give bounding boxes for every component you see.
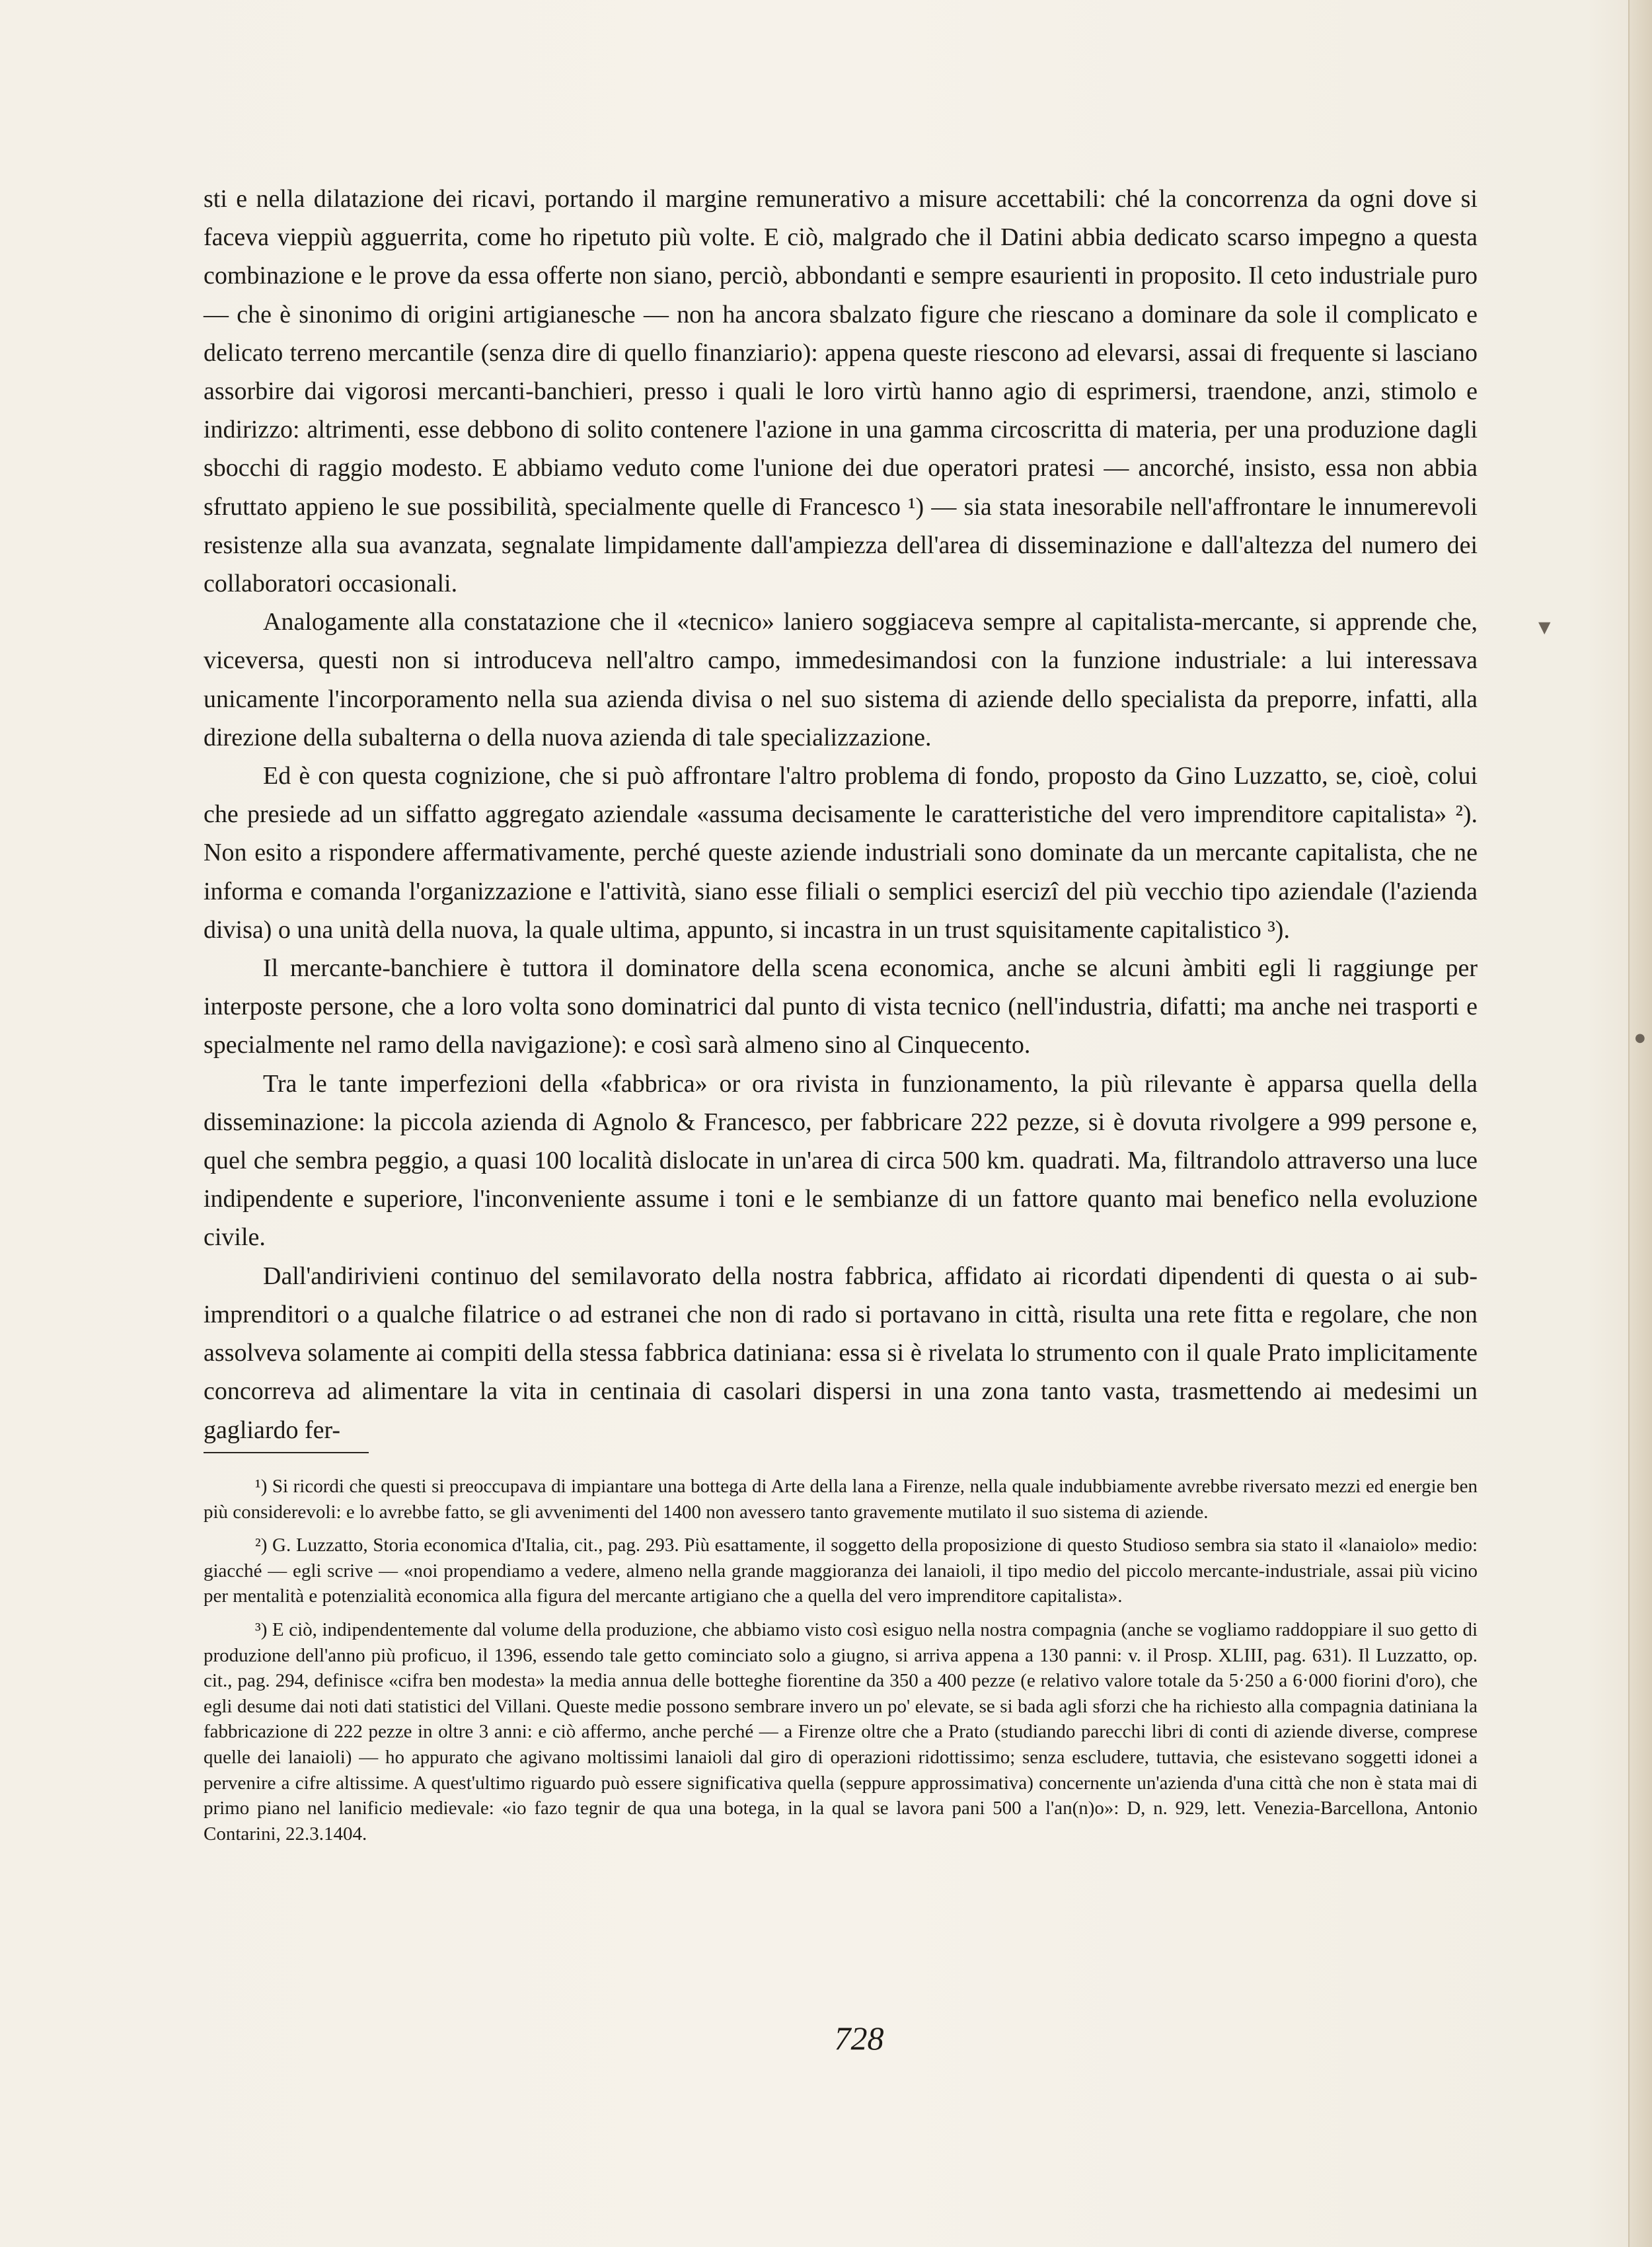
paragraph: Ed è con questa cognizione, che si può affrontare l'altro problema di fondo, proposto da Gino Luzzatto, se, cioè, colui che presiede ad un siffatto aggregato aziendale «assuma decisamente le caratteristiche del vero imprenditore capitalista» ²). Non esito a rispondere affermativamente, perché queste aziende industriali sono dominate da un mercante capitalista, che ne informa e comanda l'organizzazione e l'attività, siano esse filiali o semplici esercizî del più vecchio tipo aziendale (l'azienda divisa) o una unità della nuova, la quale ultima, appunto, si incastra in un trust squisitamente capitalistico ³). bbox=[204, 762, 1478, 944]
page-edge bbox=[1628, 0, 1652, 2247]
body-text bbox=[204, 180, 1478, 1449]
page-number: 728 bbox=[834, 2020, 884, 2057]
footnote: ³) E ciò, indipendentemente dal volume della produzione, che abbiamo visto così esiguo nella nostra compagnia (anche se vogliamo raddoppiare il suo getto di produzione dell'anno più proficuo, il 1396, essendo tale getto cominciato solo a giugno, si arriva appena a 130 panni: v. il Prosp. XLIII, pag. 631). Il Luzzatto, op. cit., pag. 294, definisce «cifra ben modesta» la media annua delle botteghe fiorentine da 350 a 400 pezze (e relativo valore totale da 5·250 a 6·000 fiorini d'oro), che egli desume dai noti dati statistici del Villani. Queste medie possono sembrare invero un po' elevate, se si bada agli sforzi che ha richiesto alla compagnia datiniana la fabbricazione di 222 pezze in oltre 3 anni: e ciò affermo, anche perché — a Firenze oltre che a Prato (studiando parecchi libri di conti di aziende diverse, comprese quelle dei lanaioli) — ho appurato che agivano moltissimi lanaioli dal giro di operazioni ridottissimo; senza escludere, tuttavia, che esistevano soggetti idonei a pervenire a cifre altissime. A quest'ultimo riguardo può essere significativa quella (seppure approssimativa) concernente un'azienda d'una città che non è stata mai di primo piano nel lanificio medievale: «io fazo tegnir de qua una botega, in la qual se lavora pani 500 a l'an(n)o»: D, n. 929, lett. Venezia-Barcellona, Antonio Contarini, 22.3.1404. bbox=[204, 1619, 1478, 1845]
margin-mark-icon: ● bbox=[1635, 1031, 1645, 1045]
footnotes bbox=[204, 1474, 1478, 1854]
footnote: ¹) Si ricordi che questi si preoccupava di impiantare una bottega di Arte della lana a Firenze, nella quale indubbiamente avrebbe riversato mezzi ed energie ben più considerevoli: e lo avrebbe fatto, se gli avvenimenti del 1400 non avessero tanto gravemente mutilato il suo sistema di aziende. bbox=[204, 1476, 1478, 1523]
footnote: ²) G. Luzzatto, Storia economica d'Italia, cit., pag. 293. Più esattamente, il soggetto della proposizione di questo Studioso sembra sia stato il «lanaiolo» medio: giacché — egli scrive — «noi propendiamo a vedere, almeno nella grande maggioranza dei lanaioli, il tipo medio del piccolo mercante-industriale, assai più vicino per mentalità e potenzialità economica alla figura del mercante artigiano che a quella del vero imprenditore capitalista». bbox=[204, 1535, 1478, 1607]
paragraph: Tra le tante imperfezioni della «fabbrica» or ora rivista in funzionamento, la più rilevante è apparsa quella della disseminazione: la piccola azienda di Agnolo & Francesco, per fabbricare 222 pezze, si è dovuta rivolgere a 999 persone e, quel che sembra peggio, a quasi 100 località dislocate in un'area di circa 500 km. quadrati. Ma, filtrandolo attraverso una luce indipendente e superiore, l'inconveniente assume i toni e le sembianze di un fattore quanto mai benefico nella evoluzione civile. bbox=[204, 1069, 1478, 1252]
paragraph: Dall'andirivieni continuo del semilavorato della nostra fabbrica, affidato ai ricordati dipendenti di questa o ai sub-imprenditori o a qualche filatrice o ad estranei che non di rado si portavano in città, risulta una rete fitta e regolare, che non assolveva solamente ai compiti della stessa fabbrica datiniana: essa si è rivelata lo strumento con il quale Prato implicitamente concorreva ad alimentare la vita in centinaia di casolari dispersi in una zona tanto vasta, trasmettendo ai medesimi un gagliardo fer- bbox=[204, 1262, 1478, 1444]
footnote-divider bbox=[204, 1452, 369, 1453]
paragraph: sti e nella dilatazione dei ricavi, portando il margine remunerativo a misure accettabili: ché la concorrenza da ogni dove si faceva vieppiù agguerrita, come ho ripetuto più volte. E ciò, malgrado che il Datini abbia dedicato scarso impegno a questa combinazione e le prove da essa offerte non siano, perciò, abbondanti e sempre esaurienti in proposito. Il ceto industriale puro — che è sinonimo di origini artigianesche — non ha ancora sbalzato figure che riescano a dominare da sole il complicato e delicato terreno mercantile (senza dire di quello finanziario): appena queste riescono ad elevarsi, assai di frequente si lasciano assorbire dai vigorosi mercanti-banchieri, presso i quali le loro virtù hanno agio di esprimersi, traendone, anzi, stimolo e indirizzo: altrimenti, esse debbono di solito contenere l'azione in una gamma circoscritta di materia, per una produzione dagli sbocchi di raggio modesto. E abbiamo veduto come l'unione dei due operatori pratesi — ancorché, insisto, essa non abbia sfruttato appieno le sue possibilità, specialmente quelle di Francesco ¹) — sia stata inesorabile nell'affrontare le innumerevoli resistenze alla sua avanzata, segnalate limpidamente dall'ampiezza dell'area di disseminazione e dall'altezza del numero dei collaboratori occasionali. bbox=[204, 185, 1478, 598]
paragraph: Analogamente alla constatazione che il «tecnico» laniero soggiaceva sempre al capitalista-mercante, si apprende che, viceversa, questi non si introduceva nell'altro campo, immedesimandosi con la funzione industriale: a lui interessava unicamente l'incorporamento nella sua azienda divisa o nel suo sistema di aziende dello specialista da preporre, infatti, alla direzione della subalterna o della nuova azienda di tale specializzazione. bbox=[204, 608, 1478, 751]
paragraph: Il mercante-banchiere è tuttora il dominatore della scena economica, anche se alcuni àmbiti egli li raggiunge per interposte persone, che a loro volta sono dominatrici dal punto di vista tecnico (nell'industria, difatti; ma anche nei trasporti e specialmente nel ramo della navigazione): e così sarà almeno sino al Cinquecento. bbox=[204, 954, 1478, 1059]
margin-mark-icon: ▼ bbox=[1538, 618, 1551, 636]
